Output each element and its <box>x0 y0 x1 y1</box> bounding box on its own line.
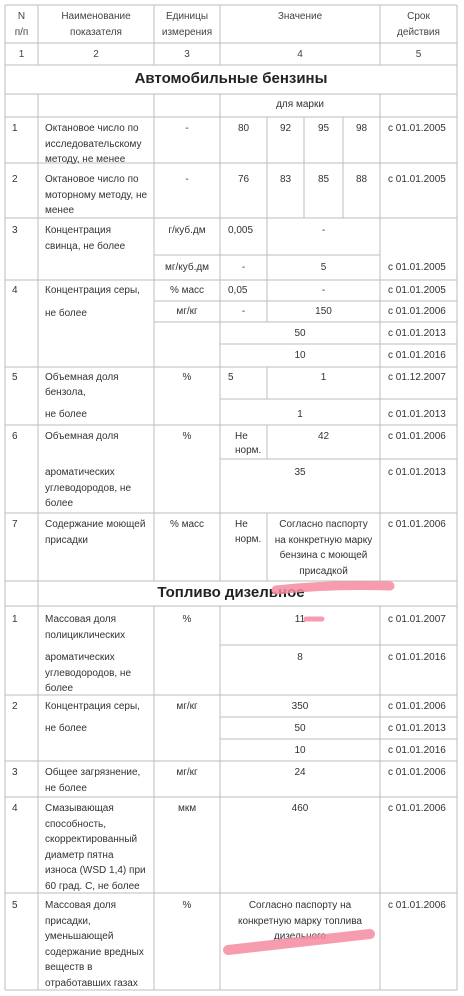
indicator-name: свинца, не более <box>45 240 126 252</box>
indicator-name: не более <box>45 308 87 319</box>
indicator-name: Смазывающая <box>45 803 114 814</box>
value-cell: 150 <box>315 306 332 317</box>
date-cell: с 01.01.2005 <box>388 262 446 273</box>
indicator-name: Массовая доля <box>45 900 117 911</box>
value-cell: норм. <box>235 534 262 545</box>
value-cell: - <box>241 306 246 317</box>
indicator-name: Общее загрязнение, <box>45 767 141 778</box>
header-col-index: 5 <box>415 49 422 60</box>
value-cell: норм. <box>235 445 262 456</box>
section-title-gasoline: Автомобильные бензины <box>134 70 328 87</box>
date-cell: с 01.01.2006 <box>388 431 446 442</box>
value-cell: 1 <box>297 409 303 420</box>
indicator-name: бензола, <box>45 387 86 398</box>
value-cell: конкретную марку топлива <box>237 915 362 927</box>
value-cell: 80 <box>237 123 250 134</box>
date-cell: с 01.01.2007 <box>388 614 446 625</box>
value-cell: Согласно паспорту <box>279 519 368 530</box>
value-cell: 76 <box>237 174 250 185</box>
indicator-name: присадки, <box>45 915 91 927</box>
value-cell: 42 <box>317 431 330 442</box>
header-col-unit: измерения <box>161 26 213 38</box>
indicator-name: Объемная доля <box>45 431 119 442</box>
row-number: 1 <box>12 123 18 134</box>
row-number: 1 <box>12 614 18 625</box>
unit-cell: мг/кг <box>176 701 198 712</box>
date-cell: с 01.01.2006 <box>388 767 446 778</box>
unit-cell: мкм <box>177 803 197 814</box>
header-col-unit: Единицы <box>165 11 209 22</box>
indicator-name: веществ в <box>45 962 93 973</box>
indicator-name: скорректированный <box>45 834 138 845</box>
indicator-name: моторному методу, не <box>45 189 148 201</box>
date-cell: с 01.01.2005 <box>388 285 446 296</box>
header-col-number: N <box>17 11 26 22</box>
value-cell: 5 <box>228 372 234 383</box>
value-cell: 460 <box>291 803 309 814</box>
date-cell: с 01.01.2013 <box>388 467 446 478</box>
row-number: 4 <box>12 803 18 814</box>
indicator-name: износа (WSD 1,4) при <box>45 865 146 876</box>
unit-cell: % <box>182 431 192 442</box>
unit-cell: % масс <box>169 519 205 530</box>
row-number: 3 <box>12 767 18 778</box>
indicator-name: уменьшающей <box>45 931 114 942</box>
row-number: 7 <box>12 519 18 530</box>
value-cell: - <box>321 285 326 296</box>
indicator-name: содержание вредных <box>45 946 144 958</box>
date-cell: с 01.01.2013 <box>388 409 446 420</box>
indicator-name: ароматических <box>45 652 115 663</box>
header-col-date: Срок <box>407 11 430 22</box>
indicator-name: диаметр пятна <box>45 849 114 861</box>
value-cell: 83 <box>279 174 292 185</box>
indicator-name: Октановое число по <box>45 123 139 134</box>
indicator-name: методу, не менее <box>45 154 126 165</box>
row-number: 3 <box>12 225 18 236</box>
value-cell: на конкретную марку <box>274 534 373 546</box>
value-cell: - <box>241 262 246 273</box>
value-cell: 95 <box>317 123 330 134</box>
date-cell: с 01.12.2007 <box>388 372 446 383</box>
unit-cell: мг/кг <box>176 306 198 317</box>
value-cell: Согласно паспорту на <box>248 900 352 911</box>
value-cell: 50 <box>294 723 306 734</box>
indicator-name: углеводородов, не <box>45 483 132 494</box>
header-col-index: 4 <box>297 49 303 60</box>
indicator-name: 60 град. С, не более <box>45 880 140 892</box>
date-cell: с 01.01.2006 <box>388 306 446 317</box>
value-cell: 24 <box>294 767 306 778</box>
value-cell: бензина с моющей <box>279 550 368 561</box>
value-cell: 88 <box>355 174 368 185</box>
unit-cell: % <box>182 900 192 911</box>
date-cell: с 01.01.2016 <box>388 652 446 663</box>
indicator-name: Концентрация серы, <box>45 701 140 712</box>
unit-cell: % <box>182 614 192 625</box>
value-cell: 35 <box>294 467 306 478</box>
date-cell: с 01.01.2016 <box>388 350 446 361</box>
header-col-index: 2 <box>93 49 99 60</box>
value-cell: присадкой <box>299 565 348 577</box>
indicator-name: менее <box>45 205 75 216</box>
header-col-value: Значение <box>277 11 323 22</box>
indicator-name: Октановое число по <box>45 174 139 185</box>
row-number: 2 <box>12 174 18 185</box>
indicator-name: Массовая доля <box>45 614 117 625</box>
date-cell: с 01.01.2006 <box>388 803 446 814</box>
indicator-name: полициклических <box>45 630 126 641</box>
value-cell: Не <box>235 431 248 442</box>
row-number: 6 <box>12 431 18 442</box>
date-cell: с 01.01.2006 <box>388 900 446 911</box>
unit-cell: г/куб.дм <box>168 225 206 236</box>
date-cell: с 01.01.2006 <box>388 519 446 530</box>
value-cell: 10 <box>294 350 306 361</box>
value-cell: 98 <box>355 123 368 134</box>
value-cell: дизельного <box>273 931 327 942</box>
indicator-name: не более <box>45 723 87 734</box>
indicator-name: более <box>45 498 74 509</box>
unit-cell: мг/кг <box>176 767 198 778</box>
for-brand-label: для марки <box>276 99 324 110</box>
value-cell: 85 <box>317 174 330 185</box>
row-number: 4 <box>12 285 18 296</box>
row-number: 2 <box>12 701 18 712</box>
header-col-name: Наименование <box>61 11 131 22</box>
indicator-name: не более <box>45 782 87 794</box>
indicator-name: присадки <box>45 534 88 546</box>
value-cell: 8 <box>297 652 303 663</box>
date-cell: с 01.01.2016 <box>388 745 446 756</box>
indicator-name: Концентрация серы, <box>45 285 140 296</box>
header-col-index: 3 <box>184 49 190 60</box>
unit-cell: - <box>185 174 189 185</box>
indicator-name: Концентрация <box>45 225 112 236</box>
header-col-index: 1 <box>18 49 25 60</box>
indicator-name: углеводородов, не <box>45 668 132 679</box>
value-cell: 92 <box>279 123 292 134</box>
indicator-name: более <box>45 683 74 694</box>
header-col-date: действия <box>397 26 440 38</box>
indicator-name: ароматических <box>45 467 115 478</box>
header-col-number: п/п <box>14 26 29 38</box>
indicator-name: исследовательскому <box>45 138 142 150</box>
date-cell: с 01.01.2013 <box>388 723 446 734</box>
indicator-name: не более <box>45 409 87 420</box>
date-cell: с 01.01.2006 <box>388 701 446 712</box>
header-col-name: показателя <box>70 26 122 38</box>
date-cell: с 01.01.2005 <box>388 174 446 185</box>
value-cell: 11 <box>294 614 306 625</box>
value-cell: Не <box>235 519 248 530</box>
indicator-name: Объемная доля <box>45 372 119 383</box>
value-cell: - <box>321 225 326 236</box>
value-cell: 5 <box>320 262 327 273</box>
unit-cell: % масс <box>169 285 205 296</box>
indicator-name: отработавших газах <box>45 977 138 989</box>
date-cell: с 01.01.2005 <box>388 123 446 134</box>
value-cell: 0,005 <box>228 225 254 236</box>
value-cell: 1 <box>320 372 327 383</box>
value-cell: 350 <box>291 701 309 712</box>
value-cell: 10 <box>294 745 306 756</box>
value-cell: 50 <box>294 328 306 339</box>
unit-cell: мг/куб.дм <box>164 262 210 273</box>
indicator-name: Содержание моющей <box>45 519 146 530</box>
unit-cell: - <box>185 123 189 134</box>
row-number: 5 <box>12 900 18 911</box>
section-title-diesel: Топливо дизельное <box>157 584 305 601</box>
row-number: 5 <box>12 372 18 383</box>
indicator-name: способность, <box>45 818 107 830</box>
date-cell: с 01.01.2013 <box>388 328 446 339</box>
unit-cell: % <box>182 372 192 383</box>
value-cell: 0,05 <box>228 285 248 296</box>
